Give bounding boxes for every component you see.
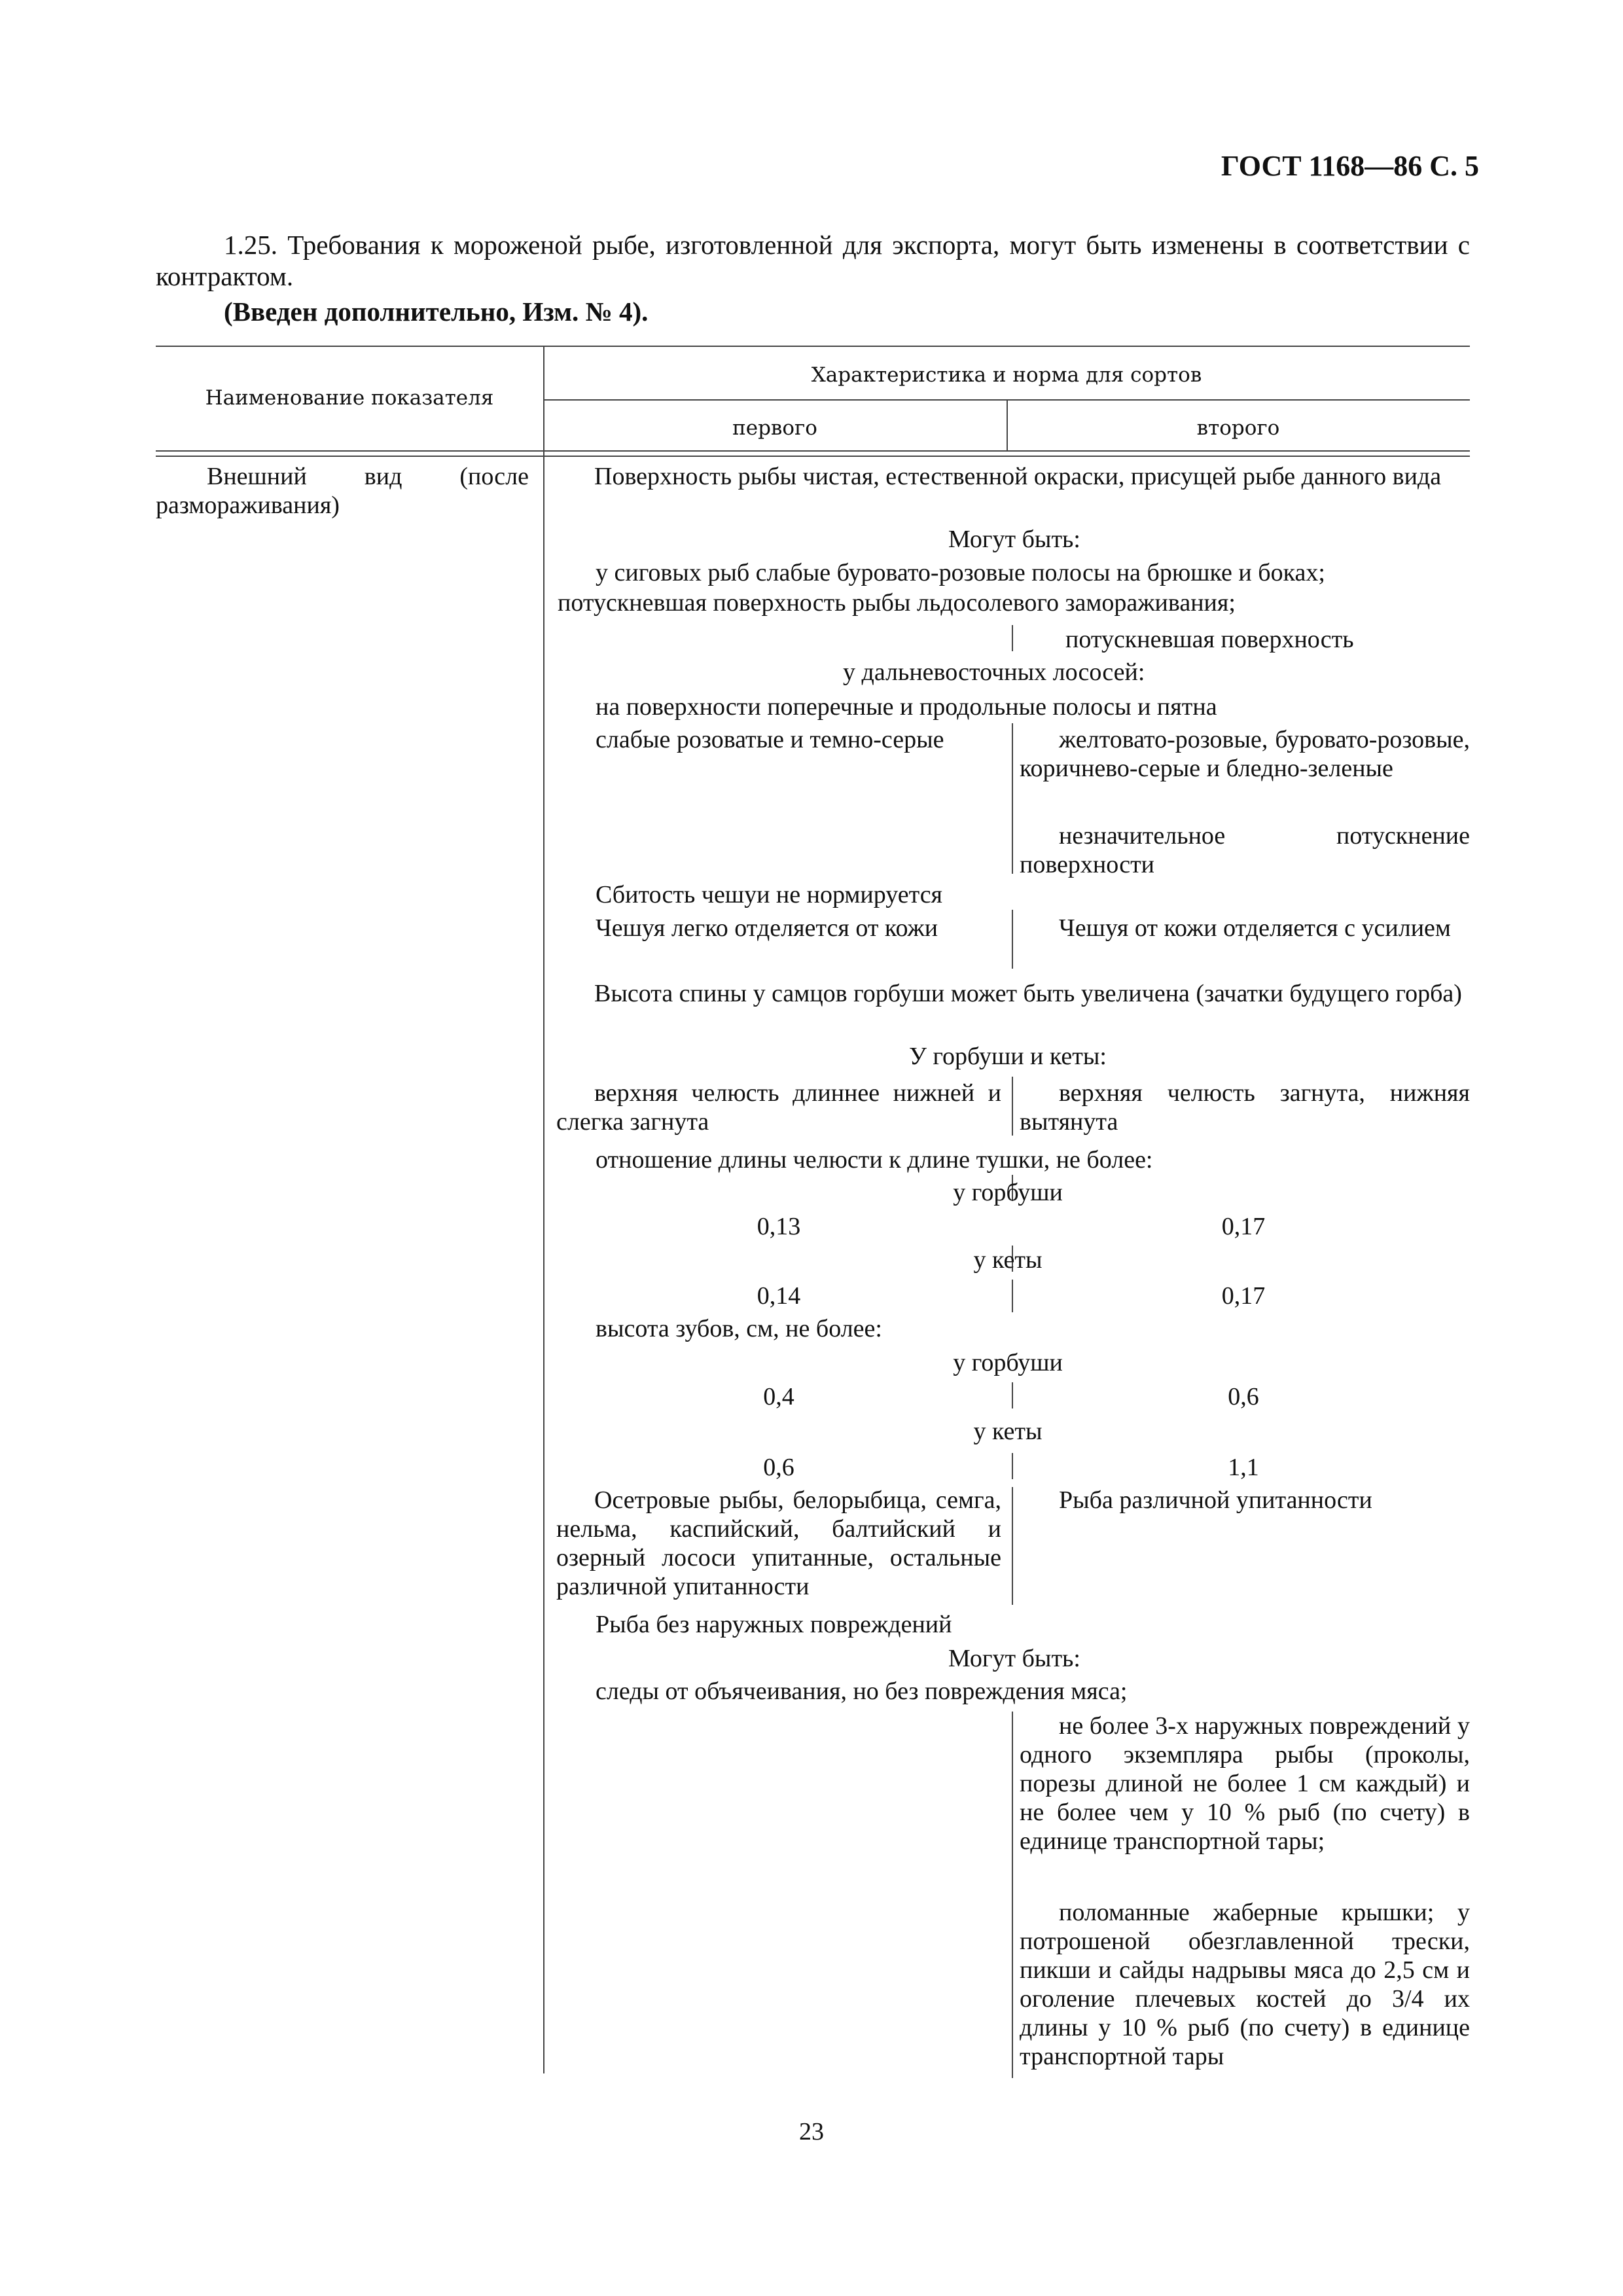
row-value-013: 0,13	[757, 1213, 801, 1240]
row-value-06a: 0,6	[1228, 1383, 1259, 1410]
row-net-marks: следы от объячеивания, но без повреждения мяса;	[596, 1677, 1128, 1705]
row-chum-1: у кеты	[973, 1246, 1043, 1274]
row-may-be-1: Могут быть:	[948, 526, 1080, 553]
column-header-second: второго	[1196, 416, 1280, 440]
sep-11	[1012, 1712, 1013, 2078]
row-dull-surface: потускневшая поверхность	[1065, 626, 1354, 653]
row-value-017a: 0,17	[1221, 1213, 1266, 1240]
header-double-rule-1	[156, 450, 1470, 452]
row-external-damage: не более 3-х наружных повреждений у одного экземпляра рыбы (проколы, порезы длиной не более 1 см каждый) и не более чем у 10 % рыб (по счету) в единице транспортной тары;	[1020, 1712, 1470, 1855]
row-whitefish: у сиговых рыб слабые буровато-розовые полосы на брюшке и боках;	[596, 559, 1325, 586]
column-header-group: Характеристика и норма для сортов	[811, 363, 1202, 387]
column-header-first: первого	[732, 416, 817, 440]
row-dull-ice-salt: потускневшая поверхность рыбы льдосолевого замораживания;	[558, 589, 1236, 617]
intro-paragraph: 1.25. Требования к мороженой рыбе, изготовленной для экспорта, могут быть изменены в соответствии с контрактом.	[156, 230, 1470, 291]
row-slight-dull: незначительное потускнение поверхности	[1020, 822, 1470, 878]
row-value-04: 0,4	[763, 1383, 794, 1410]
column-divider-main	[543, 346, 544, 2073]
row-value-014: 0,14	[757, 1282, 801, 1310]
row-value-06b: 0,6	[763, 1454, 794, 1481]
row-value-017b: 0,17	[1221, 1282, 1266, 1310]
amendment-note: (Введен дополнительно, Изм. № 4).	[224, 296, 649, 327]
sep-8	[1012, 1382, 1013, 1408]
row-surface-clean: Поверхность рыбы чистая, естественной окраски, присущей рыбе данного вида	[594, 463, 1442, 490]
row-yellow-pink: желтовато-розовые, буровато-розовые, коричнево-серые и бледно-зеленые	[1020, 726, 1470, 782]
row-far-east-salmon: у дальневосточных лососей:	[843, 658, 1145, 686]
row-pinkish-grey: слабые розоватые и темно-серые	[596, 726, 944, 753]
column-header-indicator: Наименование показателя	[205, 386, 494, 410]
row-chum-2: у кеты	[973, 1418, 1043, 1445]
row-hump: Высота спины у самцов горбуши может быть увеличена (зачатки будущего горба)	[594, 980, 1462, 1007]
sep-1	[1012, 625, 1013, 651]
row-jaw-ratio: отношение длины челюсти к длине тушки, не более:	[596, 1146, 1153, 1174]
row-pink-chum: У горбуши и кеты:	[909, 1043, 1107, 1070]
row-teeth-height: высота зубов, см, не более:	[596, 1315, 882, 1342]
page-number: 23	[799, 2118, 824, 2145]
row-stripes: на поверхности поперечные и продольные полосы и пятна	[596, 693, 1217, 721]
sep-4	[1012, 1077, 1013, 1136]
row-gill-covers: поломанные жаберные крышки; у потрошеной обезглавленной трески, пикши и сайды надрывы мяса до 2,5 см и оголение плечевых костей до 3/4 их длины у 10 % рыб (по счету) в единице транспортной тары	[1020, 1899, 1470, 2070]
row-may-be-2: Могут быть:	[948, 1645, 1080, 1672]
row-jaw-first: верхняя челюсть длиннее нижней и слегка загнута	[556, 1079, 1001, 1136]
page-header: ГОСТ 1168—86 С. 5	[1221, 150, 1479, 182]
row-fatness: Рыба различной упитанности	[1059, 1486, 1372, 1514]
sep-3	[1012, 910, 1013, 969]
row-scale-loss: Сбитость чешуи не нормируется	[596, 881, 943, 908]
sep-9	[1012, 1453, 1013, 1479]
row-pink-1: у горбуши	[953, 1179, 1063, 1206]
row-value-11: 1,1	[1228, 1454, 1259, 1481]
sep-10	[1012, 1487, 1013, 1605]
row-pink-2: у горбуши	[953, 1349, 1063, 1376]
table-top-rule	[156, 346, 1470, 347]
row-sturgeon: Осетровые рыбы, белорыбица, семга, нельма, каспийский, балтийский и озерный лососи упитанные, остальные различной упитанности	[556, 1486, 1001, 1600]
header-double-rule-2	[156, 456, 1470, 457]
indicator-name: Внешний вид (после размораживания)	[156, 463, 529, 519]
row-scale-easy: Чешуя легко отделяется от кожи	[596, 914, 938, 942]
sep-7	[1012, 1280, 1013, 1312]
row-jaw-second: верхняя челюсть загнута, нижняя вытянута	[1020, 1079, 1470, 1136]
row-scale-effort: Чешуя от кожи отделяется с усилием	[1059, 914, 1451, 942]
row-no-damage: Рыба без наружных повреждений	[596, 1611, 952, 1638]
sep-2	[1012, 723, 1013, 874]
